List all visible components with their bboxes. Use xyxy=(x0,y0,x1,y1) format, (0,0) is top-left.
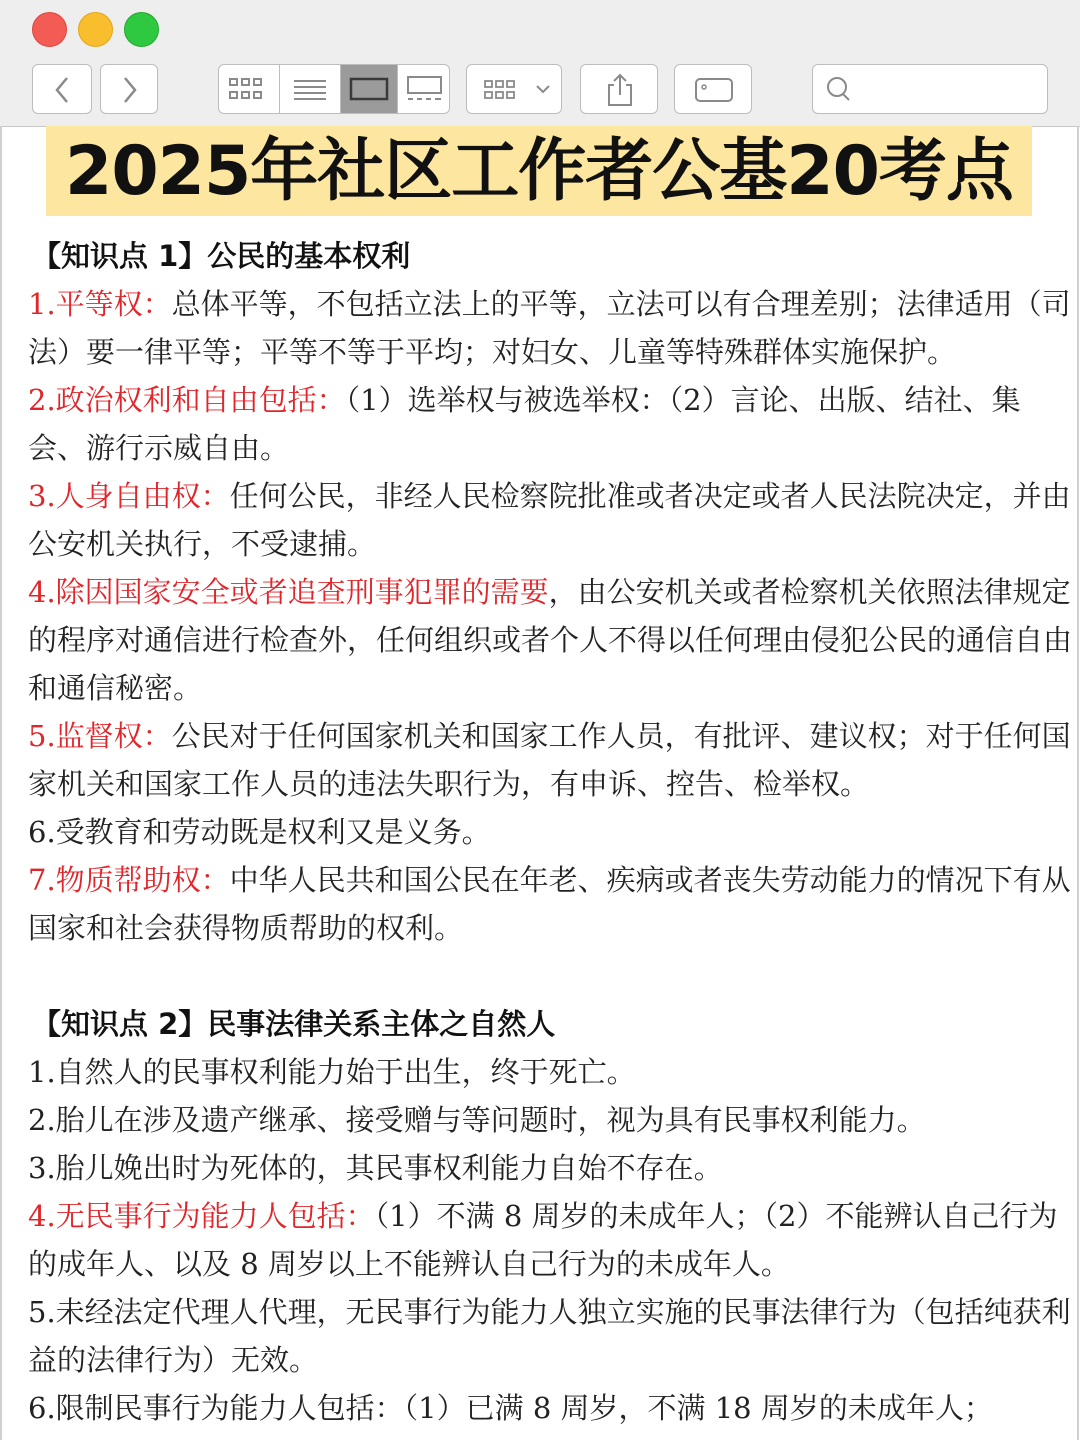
list-item: 4.无民事行为能力人包括：（1）不满 8 周岁的未成年人；（2）不能辨认自己行为的成年人、以及 8 周岁以上不能辨认自己行为的未成年人。 xyxy=(28,1199,1058,1281)
list-item: 2.胎儿在涉及遗产继承、接受赠与等问题时，视为具有民事权利能力。 xyxy=(28,1103,926,1137)
column-icon xyxy=(341,65,397,113)
list-item: 7.物质帮助权：中华人民共和国公民在年老、疾病或者丧失劳动能力的情况下有从国家和社会获得物质帮助的权利。 xyxy=(28,863,1071,945)
forward-button[interactable] xyxy=(100,64,158,114)
list-item: 3.人身自由权：任何公民，非经人民检察院批准或者决定或者人民法院决定，并由公安机关执行，不受逮捕。 xyxy=(28,479,1071,561)
list-item: 6.限制民事行为能力人包括：（1）已满 8 周岁，不满 18 周岁的未成年人； xyxy=(28,1391,993,1425)
chevron-right-icon xyxy=(101,65,159,115)
search-icon xyxy=(819,65,859,115)
back-button[interactable] xyxy=(32,64,92,114)
window-toolbar xyxy=(0,0,1080,127)
share-icon xyxy=(581,65,659,115)
list-item: 1.平等权：总体平等，不包括立法上的平等，立法可以有合理差别；法律适用（司法）要一律平等；平等不等于平均；对妇女、儿童等特殊群体实施保护。 xyxy=(28,287,1071,369)
list-item: 4.除因国家安全或者追查刑事犯罪的需要，由公安机关或者检察机关依照法律规定的程序对通信进行检查外，任何组织或者个人不得以任何理由侵犯公民的通信自由和通信秘密。 xyxy=(28,575,1073,705)
group-grid-icon xyxy=(467,65,563,115)
chevron-left-icon xyxy=(33,65,93,115)
list-view-button[interactable] xyxy=(280,65,340,113)
page-title: 2025年社区工作者公基20考点 xyxy=(65,132,1013,211)
minimize-window-button[interactable] xyxy=(78,12,113,47)
grid-icon xyxy=(219,65,279,113)
share-button[interactable] xyxy=(580,64,658,114)
icon-view-button[interactable] xyxy=(219,65,279,113)
list-item: 3.胎儿娩出时为死体的，其民事权利能力自始不存在。 xyxy=(28,1151,723,1185)
section-heading: 【知识点 1】公民的基本权利 xyxy=(32,239,411,273)
section-gap xyxy=(28,952,1078,1000)
document-body xyxy=(28,232,1078,1432)
section-heading: 【知识点 2】民事法律关系主体之自然人 xyxy=(32,1007,556,1041)
close-window-button[interactable] xyxy=(32,12,67,47)
search-field[interactable] xyxy=(812,64,1048,114)
group-by-dropdown[interactable] xyxy=(466,64,562,114)
zoom-window-button[interactable] xyxy=(124,12,159,47)
view-mode-control xyxy=(218,64,450,114)
gallery-view-button[interactable] xyxy=(398,65,450,113)
column-view-button[interactable] xyxy=(341,65,397,113)
list-item: 5.监督权：公民对于任何国家机关和国家工作人员，有批评、建议权；对于任何国家机关和国家工作人员的违法失职行为，有申诉、控告、检举权。 xyxy=(28,719,1071,801)
list-item: 2.政治权利和自由包括：（1）选举权与被选举权：（2）言论、出版、结社、集会、游行示威自由。 xyxy=(28,383,1021,465)
gallery-icon xyxy=(398,65,450,113)
left-border xyxy=(0,126,2,1440)
list-item: 5.未经法定代理人代理，无民事行为能力人独立实施的民事法律行为（包括纯获利益的法律行为）无效。 xyxy=(28,1295,1071,1377)
list-item: 1.自然人的民事权利能力始于出生，终于死亡。 xyxy=(28,1055,636,1089)
tag-button[interactable] xyxy=(674,64,752,114)
list-icon xyxy=(280,65,340,113)
title-highlight xyxy=(46,126,1032,216)
tag-icon xyxy=(675,65,753,115)
list-item: 6.受教育和劳动既是权利又是义务。 xyxy=(28,815,491,849)
